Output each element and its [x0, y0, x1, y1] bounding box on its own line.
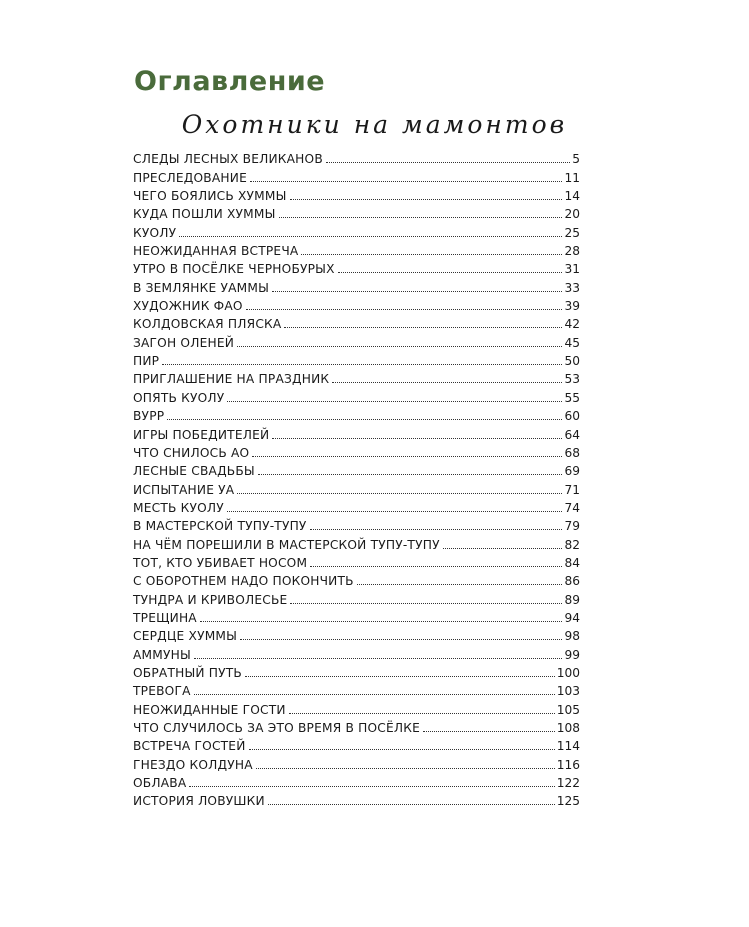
toc-entry-page: 25 [564, 225, 580, 240]
toc-entry-page: 45 [564, 335, 580, 350]
toc-entry-title: ПРИГЛАШЕНИЕ НА ПРАЗДНИК [133, 372, 330, 387]
toc-entry-title: ОБЛАВА [133, 776, 187, 791]
toc-dot-leader [326, 162, 570, 163]
toc-dot-leader [252, 456, 562, 457]
toc-dot-leader [443, 548, 563, 549]
toc-entry-title: УТРО В ПОСЁЛКЕ ЧЕРНОБУРЫХ [133, 262, 335, 277]
toc-entry [133, 497, 580, 515]
toc-entry-title: СЕРДЦЕ ХУММЫ [133, 629, 238, 644]
toc-entry-page: 103 [556, 684, 580, 699]
toc-entry [133, 717, 580, 735]
toc-entry [133, 386, 580, 404]
toc-entry-title: ВУРР [133, 409, 165, 424]
toc-entry [133, 588, 580, 606]
toc-entry-page: 53 [564, 372, 580, 387]
toc-entry [133, 166, 580, 184]
toc-dot-leader [279, 217, 563, 218]
toc-dot-leader [290, 603, 562, 604]
toc-entry-page: 39 [564, 299, 580, 314]
toc-dot-leader [162, 364, 562, 365]
toc-entry-title: ИГРЫ ПОБЕДИТЕЛЕЙ [133, 427, 270, 442]
toc-entry-page: 125 [556, 794, 580, 809]
toc-entry-title: АММУНЫ [133, 647, 191, 662]
toc-entry [133, 772, 580, 790]
toc-entry-page: 11 [564, 170, 580, 185]
toc-entry-title: ТОТ, КТО УБИВАЕТ НОСОМ [133, 555, 308, 570]
toc-entry [133, 625, 580, 643]
toc-entry-title: ЧТО СЛУЧИЛОСЬ ЗА ЭТО ВРЕМЯ В ПОСЁЛКЕ [133, 721, 420, 735]
toc-entry-page: 82 [564, 537, 580, 552]
toc-dot-leader [301, 254, 562, 255]
toc-entry [133, 221, 580, 239]
toc-dot-leader [227, 511, 563, 512]
toc-entry-title: МЕСТЬ КУОЛУ [133, 500, 224, 515]
toc-entry-page: 69 [564, 464, 580, 479]
toc-entry-page: 84 [564, 555, 580, 570]
toc-entry [133, 350, 580, 368]
toc-entry-title: НА ЧЁМ ПОРЕШИЛИ В МАСТЕРСКОЙ ТУПУ-ТУПУ [133, 537, 440, 552]
toc-entry-title: ВСТРЕЧА ГОСТЕЙ [133, 739, 246, 754]
toc-entry [133, 368, 580, 386]
toc-dot-leader [284, 327, 562, 328]
toc-entry [133, 552, 580, 570]
toc-entry-page: 64 [564, 427, 580, 442]
toc-entry-page: 28 [564, 244, 580, 259]
toc-entry-title: ПИР [133, 354, 160, 369]
toc-entry-title: ТРЕВОГА [133, 684, 191, 699]
toc-entry-page: 31 [564, 262, 580, 277]
toc-entry [133, 643, 580, 661]
toc-entry-page: 94 [564, 610, 580, 625]
toc-dot-leader [249, 749, 555, 750]
toc-entry-title: ИСТОРИЯ ЛОВУШКИ [133, 794, 265, 809]
toc-entry [133, 753, 580, 771]
toc-dot-leader [245, 676, 555, 677]
toc-dot-leader [272, 438, 562, 439]
toc-entry-page: 68 [564, 445, 580, 460]
toc-entry-page: 105 [556, 702, 580, 717]
toc-entry [133, 185, 580, 203]
toc-entry-title: КУДА ПОШЛИ ХУММЫ [133, 207, 276, 222]
toc-dot-leader [237, 493, 562, 494]
toc-entry [133, 240, 580, 258]
toc-dot-leader [189, 786, 554, 787]
toc-dot-leader [240, 639, 562, 640]
toc-entry-title: ЧЕГО БОЯЛИСЬ ХУММЫ [133, 189, 287, 204]
toc-entry-page: 116 [556, 757, 580, 772]
toc-entry-title: ОПЯТЬ КУОЛУ [133, 390, 225, 405]
toc-entry-page: 99 [564, 647, 580, 662]
toc-entry-title: НЕОЖИДАННЫЕ ГОСТИ [133, 702, 286, 717]
toc-entry-page: 50 [564, 354, 580, 369]
toc-entry-title: ПРЕСЛЕДОВАНИЕ [133, 170, 247, 185]
toc-entry-title: ОБРАТНЫЙ ПУТЬ [133, 665, 242, 680]
toc-dot-leader [310, 566, 562, 567]
toc-dot-leader [332, 382, 562, 383]
toc-entry-page: 86 [564, 574, 580, 589]
toc-entry-page: 89 [564, 592, 580, 607]
page-title: Оглавление [134, 66, 326, 97]
toc-entry-title: ИСПЫТАНИЕ УА [133, 482, 235, 497]
toc-entry-title: С ОБОРОТНЕМ НАДО ПОКОНЧИТЬ [133, 574, 354, 589]
toc-entry [133, 515, 580, 533]
toc-entry-page: 20 [564, 207, 580, 222]
toc-dot-leader [268, 804, 555, 805]
toc-entry-page: 98 [564, 629, 580, 644]
toc-dot-leader [310, 529, 563, 530]
toc-entry-title: ТРЕЩИНА [133, 610, 197, 625]
toc-entry-page: 5 [572, 152, 580, 167]
toc-entry-title: КОЛДОВСКАЯ ПЛЯСКА [133, 317, 282, 332]
toc-entry-title: В МАСТЕРСКОЙ ТУПУ-ТУПУ [133, 519, 307, 534]
toc-entry [133, 276, 580, 294]
toc-dot-leader [289, 713, 555, 714]
toc-entry [133, 331, 580, 349]
toc-entry [133, 295, 580, 313]
toc-dot-leader [272, 291, 562, 292]
toc-dot-leader [194, 658, 563, 659]
toc-dot-leader [250, 181, 563, 182]
toc-entry-page: 100 [556, 665, 580, 680]
toc-dot-leader [167, 419, 562, 420]
toc-entry [133, 662, 580, 680]
toc-entry-title: ЧТО СНИЛОСЬ АО [133, 445, 250, 460]
toc-entry-title: НЕОЖИДАННАЯ ВСТРЕЧА [133, 244, 299, 259]
toc-dot-leader [338, 272, 563, 273]
toc-entry-page: 122 [556, 776, 580, 791]
toc-dot-leader [256, 768, 555, 769]
toc-dot-leader [357, 584, 563, 585]
toc-entry-page: 33 [564, 280, 580, 295]
toc-entry [133, 478, 580, 496]
toc-entry-page: 60 [564, 409, 580, 424]
toc-dot-leader [179, 236, 562, 237]
toc-entry-page: 42 [564, 317, 580, 332]
toc-entry [133, 313, 580, 331]
toc-entry [133, 607, 580, 625]
toc-entry [133, 680, 580, 698]
toc-entry-title: В ЗЕМЛЯНКЕ УАММЫ [133, 280, 270, 295]
toc-entry [133, 735, 580, 753]
toc-entry [133, 442, 580, 460]
toc-entry [133, 570, 580, 588]
toc-entry-title: ТУНДРА И КРИВОЛЕСЬЕ [133, 592, 288, 607]
toc-entry-page: 14 [564, 189, 580, 204]
toc-entry-page: 114 [556, 739, 580, 754]
table-of-contents [133, 148, 580, 808]
toc-entry-page: 55 [564, 390, 580, 405]
toc-entry [133, 460, 580, 478]
toc-entry-page: 74 [564, 500, 580, 515]
toc-entry-title: ХУДОЖНИК ФАО [133, 299, 243, 314]
toc-entry [133, 148, 580, 166]
toc-dot-leader [246, 309, 563, 310]
toc-entry-page: 71 [564, 482, 580, 497]
toc-entry-page: 108 [556, 721, 580, 735]
toc-entry [133, 423, 580, 441]
toc-entry-title: ЗАГОН ОЛЕНЕЙ [133, 335, 235, 350]
toc-entry [133, 258, 580, 276]
toc-entry [133, 405, 580, 423]
toc-entry [133, 203, 580, 221]
toc-dot-leader [194, 694, 555, 695]
toc-entry-title: СЛЕДЫ ЛЕСНЫХ ВЕЛИКАНОВ [133, 152, 323, 167]
toc-dot-leader [258, 474, 563, 475]
toc-entry [133, 533, 580, 551]
toc-dot-leader [200, 621, 563, 622]
toc-entry-page: 79 [564, 519, 580, 534]
toc-entry-title: КУОЛУ [133, 225, 177, 240]
toc-dot-leader [227, 401, 562, 402]
toc-dot-leader [237, 346, 562, 347]
toc-entry-title: ГНЕЗДО КОЛДУНА [133, 757, 253, 772]
toc-dot-leader [423, 731, 555, 732]
toc-entry [133, 790, 580, 808]
toc-entry [133, 698, 580, 716]
toc-dot-leader [290, 199, 563, 200]
toc-entry-title: ЛЕСНЫЕ СВАДЬБЫ [133, 464, 255, 479]
book-title: Охотники на мамонтов [181, 110, 568, 139]
